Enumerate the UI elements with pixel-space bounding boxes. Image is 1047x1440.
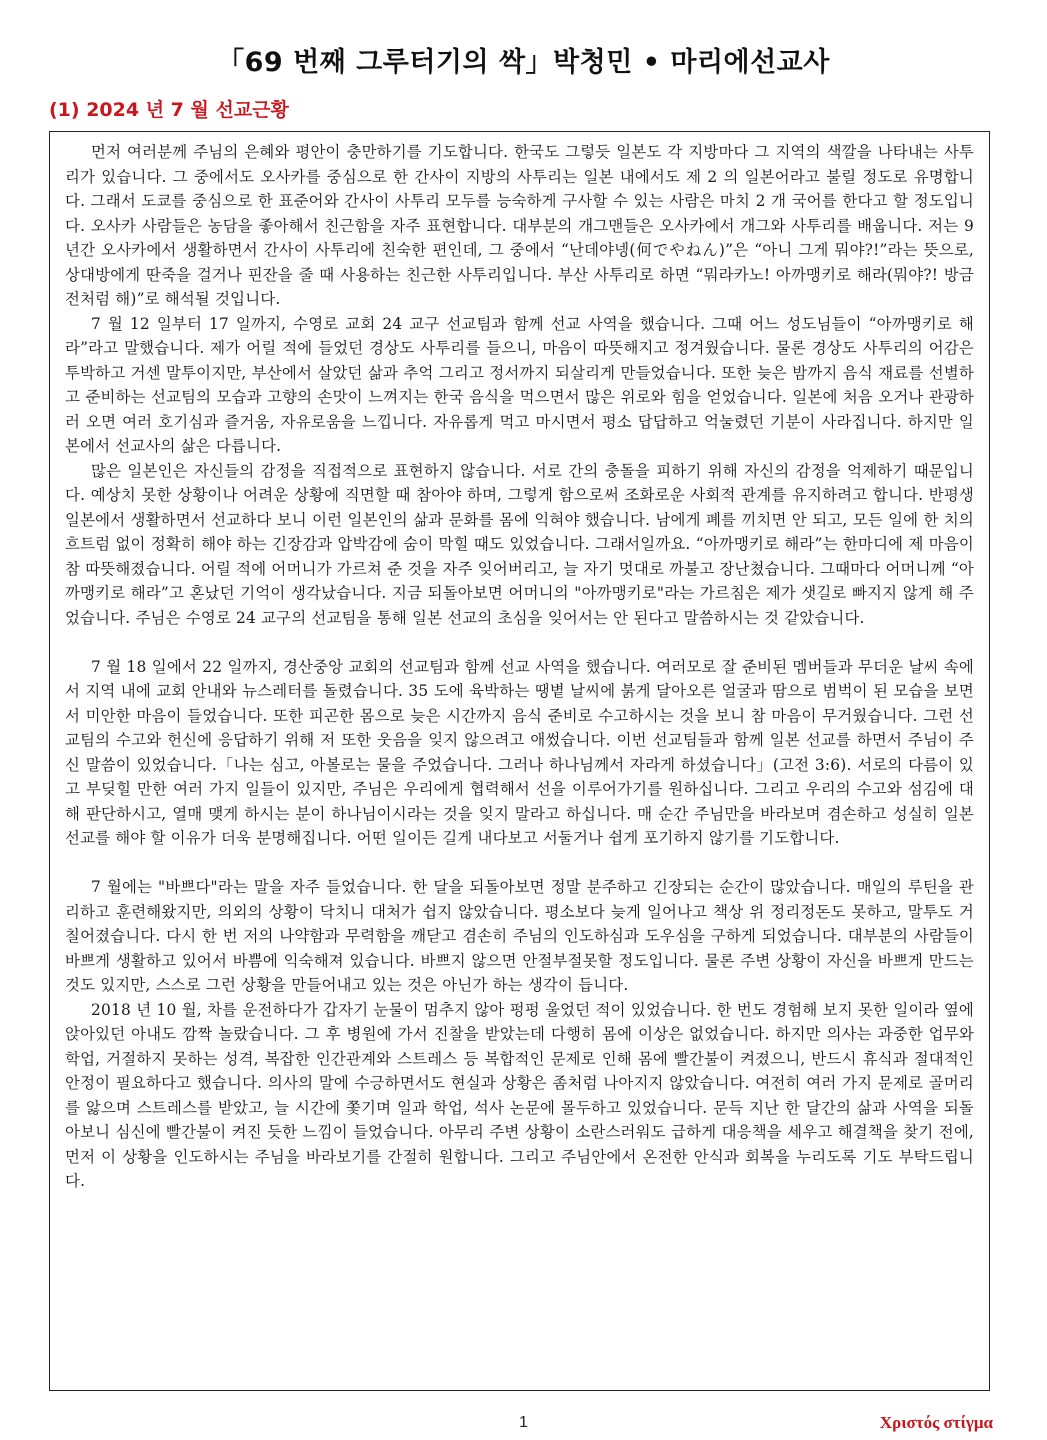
paragraph-2: 7 월 12 일부터 17 일까지, 수영로 교회 24 교구 선교팀과 함께 선교 사역을 했습니다. 그때 어느 성도님들이 “아까맹키로 해라”라고 말했습니다. 제가 어릴 적에 들었던 경상도 사투리를 들으니, 마음이 따뜻해지고 정겨웠습니다. 물론 경상도 사투리의 어감은 투박하고 거센 말투이지만, 부산에서 살았던 삶과 추억 그리고 정서까지 되살리게 만들었습니다. 또한 늦은 밤까지 음식 재료를 선별하고 준비하는 선교팀의 모습과 고향의 손맛이 느껴지는 한국 음식을 먹으면서 많은 위로와 힘을 얻었습니다. 일본에 처음 오거나 관광하러 오면 여러 호기심과 즐거움, 자유로움을 느낍니다. 자유롭게 먹고 마시면서 평소 답답하고 억눌렸던 기분이 사라집니다. 하지만 일본에서 선교사의 삶은 다릅니다. — [65, 314, 974, 455]
paragraph-3: 많은 일본인은 자신들의 감정을 직접적으로 표현하지 않습니다. 서로 간의 충돌을 피하기 위해 자신의 감정을 억제하기 때문입니다. 예상치 못한 상황이나 어려운 상황에 직면할 때 참아야 하며, 그렇게 함으로써 조화로운 사회적 관계를 유지하려고 합니다. 반평생 일본에서 생활하면서 선교하다 보니 이런 일본인의 삶과 문화를 몸에 익혀야 했습니다. 남에게 폐를 끼치면 안 되고, 모든 일에 한 치의 흐트럼 없이 정확히 해야 하는 긴장감과 압박감에 숨이 막힐 때도 있었습니다. 그래서일까요. “아까맹키로 해라”는 한마디에 제 마음이 참 따뜻해졌습니다. 어릴 적에 어머니가 가르쳐 준 것을 자주 잊어버리고, 늘 자기 멋대로 까불고 장난쳤습니다. 그때마다 어머니께 “아까맹키로 해라”고 혼났던 기억이 생각났습니다. 지금 되돌아보면 어머니의 "아까맹키로"라는 가르침은 제가 샛길로 빠지지 않게 해 주었습니다. 주님은 수영로 24 교구의 선교팀을 통해 일본 선교의 초심을 잊어서는 안 된다고 말씀하시는 것 같았습니다. — [65, 461, 974, 627]
paragraph-6: 2018 년 10 월, 차를 운전하다가 갑자기 눈물이 멈추지 않아 펑펑 울었던 적이 있었습니다. 한 번도 경험해 보지 못한 일이라 옆에 앉아있던 아내도 깜짝 놀랐습니다. 그 후 병원에 가서 진찰을 받았는데 다행히 몸에 이상은 없었습니다. 하지만 의사는 과중한 업무와 학업, 거절하지 못하는 성격, 복잡한 인간관계와 스트레스 등 복합적인 문제로 인해 몸에 빨간불이 켜졌으니, 반드시 휴식과 절대적인 안정이 필요하다고 했습니다. 의사의 말에 수긍하면서도 현실과 상황은 좀처럼 나아지지 않았습니다. 여전히 여러 가지 문제로 골머리를 앓으며 스트레스를 받았고, 늘 시간에 쫓기며 일과 학업, 석사 논문에 몰두하고 있었습니다. 문득 지난 한 달간의 삶과 사역을 되돌아보니 심신에 빨간불이 켜진 듯한 느낌이 들었습니다. 아무리 주변 상황이 소란스러워도 급하게 대응책을 세우고 해결책을 찾기 전에, 먼저 이 상황을 인도하시는 주님을 바라보기를 간절히 원합니다. 그리고 주님안에서 온전한 안식과 회복을 누리도록 기도 부탁드립니다. — [65, 1000, 974, 1190]
paragraph-1: 먼저 여러분께 주님의 은혜와 평안이 충만하기를 기도합니다. 한국도 그렇듯 일본도 각 지방마다 그 지역의 색깔을 나타내는 사투리가 있습니다. 그 중에서도 오사카를 중심으로 한 간사이 지방의 사투리는 일본 내에서도 제 2 의 일본어라고 불릴 정도로 유명합니다. 그래서 도쿄를 중심으로 한 표준어와 간사이 사투리 모두를 능숙하게 구사할 수 있는 사람은 마치 2 개 국어를 한다고 할 정도입니다. 오사카 사람들은 농담을 좋아해서 친근함을 자주 표현합니다. 대부분의 개그맨들은 오사카에서 개그와 사투리를 배웁니다. 저는 9 년간 오사카에서 생활하면서 간사이 사투리에 친숙한 편인데, 그 중에서 “난데야넹(何でやねん)”은 “아니 그게 뭐야?!”라는 뜻으로, 상대방에게 딴죽을 걸거나 핀잔을 줄 때 사용하는 친근한 사투리입니다. 부산 사투리로 하면 “뭐라카노! 아까맹키로 해라(뭐야?! 방금 전처럼 해)”로 해석될 것입니다. — [65, 143, 974, 308]
footer-signature: Χριστός στίγμα — [879, 1413, 993, 1432]
section-heading: (1) 2024 년 7 월 선교근황 — [49, 99, 289, 121]
paragraph-4: 7 월 18 일에서 22 일까지, 경산중앙 교회의 선교팀과 함께 선교 사역을 했습니다. 여러모로 잘 준비된 멤버들과 무더운 날씨 속에서 지역 내에 교회 안내와 뉴스레터를 돌렸습니다. 35 도에 육박하는 땡볕 날씨에 붉게 달아오른 얼굴과 땀으로 범벅이 된 모습을 보면서 미안한 마음이 들었습니다. 또한 피곤한 몸으로 늦은 시간까지 음식 준비로 수고하시는 것을 보니 참 마음이 무거웠습니다. 그런 선교팀의 수고와 헌신에 응답하기 위해 저 또한 웃음을 잊지 않으려고 애썼습니다. 이번 선교팀들과 함께 일본 선교를 하면서 주님이 주신 말씀이 있었습니다.「나는 심고, 아볼로는 물을 주었습니다. 그러나 하나님께서 자라게 하셨습니다」(고전 3:6). 서로의 다름이 있고 부딪힐 만한 여러 가지 일들이 있지만, 주님은 우리에게 협력해서 선을 이루어가기를 원하십니다. 그리고 우리의 수고와 섬김에 대해 판단하시고, 열매 맺게 하시는 분이 하나님이시라는 것을 잊지 말라고 하십니다. 매 순간 주님만을 바라보며 겸손하고 성실히 일본 선교를 해야 할 이유가 더욱 분명해집니다. 어떤 일이든 길게 내다보고 서둘거나 쉽게 포기하지 않기를 기도합니다. — [65, 657, 974, 847]
paragraph-spacer — [65, 630, 974, 655]
page-number: 1 — [519, 1414, 528, 1431]
paragraph-spacer — [65, 851, 974, 876]
letter-body-box — [49, 131, 990, 1391]
document-title: 「69 번째 그루터기의 싹」박청민 • 마리에선교사 — [217, 47, 830, 78]
paragraph-5: 7 월에는 "바쁘다"라는 말을 자주 들었습니다. 한 달을 되돌아보면 정말 분주하고 긴장되는 순간이 많았습니다. 매일의 루틴을 관리하고 훈련해왔지만, 의외의 상황이 닥치니 대처가 쉽지 않았습니다. 평소보다 늦게 일어나고 책상 위 정리정돈도 못하고, 말투도 거칠어졌습니다. 다시 한 번 저의 나약함과 무력함을 깨닫고 겸손히 주님의 인도하심과 도우심을 구하게 되었습니다. 대부분의 사람들이 바쁘게 생활하고 있어서 바쁨에 익숙해져 있습니다. 바쁘지 않으면 안절부절못할 정도입니다. 물론 주변 상황이 자신을 바쁘게 만드는 것도 있지만, 스스로 그런 상황을 만들어내고 있는 것은 아닌가 하는 생각이 듭니다. — [65, 878, 974, 994]
